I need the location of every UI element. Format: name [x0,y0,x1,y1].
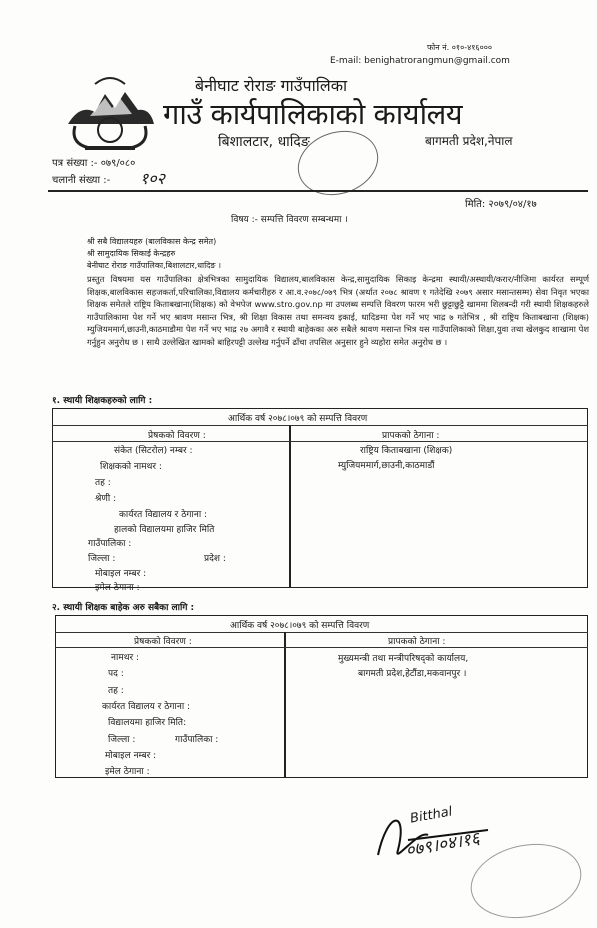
section1-recipient-line1: राष्ट्रिय किताबखाना (शिक्षक) [360,446,453,456]
letter-body: प्रस्तुत विषयमा यस गाउँपालिका क्षेत्रभित्रका सामुदायिक विद्यालय,बालविकास केन्द्र,सामुदायिक सिकाइ केन्द्रमा स्थायी/अस्थायी/करार/नीजिमा कार्यरत सम्पूर्ण शिक्षक,बालविकास सहजकर्ता,परिचालिका,विद्यालय कर्मचारीहरु र आ.व.२०७८/०७९ भित्र (अर्थात २०७८ श्रावण १ गतेदेखि २०७९ असार मसान्तसम्म) सेवा निवृत भएका शिक्षक समेतले राष्ट्रिय किताबखाना(शिक्षक) को वेभपेज www.stro.gov.np मा उपलब्ध सम्पत्ति विवरण फारम भरी छुट्टाछुट्टै खाममा शिलबन्दी गरी स्थायी शिक्षकहरुले गाउँपालिकामा पेश गर्ने भए श्रावण मसान्त भित्र, श्री शिक्षा विकास तथा समन्वय इकाई, धादिङमा पेश गर्ने भए भाद्र ७ गतेभित्र , श्री राष्ट्रिय किताबखाना (शिक्षक) म्युजियममार्ग,छाउनी,काठमाडौमा पेश गर्ने भए भाद्र २७ अगावै र स्थायी बाहेकका अरु सबैले श्रावण मसान्त भित्र यस गाउँपालिकाको शिक्षा,युवा तथा खेलकुद शाखामा पेश गर्नुहुन अनुरोध छ । साथै उल्लेखित खामको बाहिरपट्टी उल्लेख गर्नुपर्ने ढाँचा तपसिल अनुसार हुने व्यहोरा समेत अनुरोध छ । [87,274,589,347]
signature-name: Bitthal [409,804,454,827]
section1-recipient-header: प्रापकको ठेगाना : [382,431,440,441]
section2-field-district: जिल्ला : [108,735,136,745]
section2-field-level: तह : [108,686,124,696]
section1-field-code: संकेत (सिटरोल) नम्बर : [114,446,193,456]
subject-line: विषय :- सम्पत्ति विवरण सम्बन्धमा । [231,215,348,225]
section2-field-mobile: मोबाइल नम्बर : [105,751,157,761]
section1-field-school: कार्यरत विद्यालय र ठेगाना : [119,510,208,520]
section2-column-divider [284,632,286,778]
section2-field-email: इमेल ठेगाना : [105,767,150,777]
signature-date: ०७९।०४।१६ [404,828,482,862]
email-address: E-mail: benighatrorangmun@gmail.com [330,56,510,66]
section2-recipient-line2: बागमती प्रदेश,हेटौंडा,मकवानपुर । [358,669,467,679]
section1-field-province: प्रदेश : [204,554,226,564]
letter-number: पत्र संख्या :- ०७९/०८० [52,158,136,169]
section1-heading: १. स्थायी शिक्षकहरुको लागि : [52,396,153,406]
dispatch-number-value: १०२ [140,169,165,188]
section1-field-email: इमेल ठेगाना : [95,583,140,593]
office-name: गाउँ कार्यपालिकाको कार्यालय [163,97,463,131]
letter-date: मिति: २०७९/०४/१७ [465,199,537,210]
section2-heading: २. स्थायी शिक्षक बाहेक अरु सबैका लागि : [52,603,195,613]
recipient-3: बेनीघाट रोराङ गाउँपालिका,बिशालटार,धादिङ । [87,261,222,270]
recipient-2: श्री सामुदायिक सिकाई केन्द्रहरु [87,249,176,258]
section2-table-title: आर्थिक वर्ष २०७८।०७९ को सम्पत्ति विवरण [230,621,370,631]
section2-field-municipality: गाउँपालिका : [175,735,219,745]
section1-field-grade: श्रेणी : [95,494,117,504]
phone-number: फोन नं. ०१०-४१६००० [427,43,493,52]
section1-envelope-table [52,408,588,588]
section1-recipient-line2: म्युजियममार्ग,छाउनी,काठमाडौं [338,461,435,471]
header-divider [48,190,588,192]
section2-title-rule [55,632,588,633]
section1-table-title: आर्थिक वर्ष २०७८।०७९ को सम्पत्ति विवरण [228,414,368,424]
section1-field-municipality: गाउँपालिका : [88,539,132,549]
section1-field-mobile: मोबाइल नम्बर : [95,569,147,579]
section1-field-name: शिक्षकको नामथर : [100,462,162,472]
section2-recipient-header: प्रापकको ठेगाना : [388,637,446,647]
section1-field-join-date: हालको विद्यालयमा हाजिर मिति [114,525,215,535]
municipality-name: बेनीघाट रोराङ गाउँपालिका [195,76,348,95]
government-emblem-icon [60,64,160,154]
section1-field-district: जिल्ला : [88,554,116,564]
section2-field-post: पद : [108,669,124,679]
section1-column-divider [289,425,291,588]
office-location: बिशालटार, धादिङ [218,134,310,150]
section1-title-rule [52,425,588,426]
section2-recipient-line1: मुख्यमन्त्री तथा मन्त्रीपरिषद्को कार्यालय, [338,654,469,664]
section2-field-school: कार्यरत विद्यालय र ठेगाना : [102,702,191,712]
section1-sender-header: प्रेषकको विवरण : [148,431,206,441]
recipient-1: श्री सबै विद्यालयहरु (बालविकास केन्द्र समेत) [87,237,217,246]
dispatch-number-label: चलानी संख्या :- [52,175,111,186]
section1-header-rule [52,441,588,442]
section2-header-rule [55,647,588,648]
section1-field-level: तह : [95,478,111,488]
province-name: बागमती प्रदेश,नेपाल [425,134,513,148]
section2-field-join-date: विद्यालयमा हाजिर मिति: [108,718,187,728]
section2-sender-header: प्रेषकको विवरण : [134,637,192,647]
section2-field-name: नामथर : [111,653,140,663]
